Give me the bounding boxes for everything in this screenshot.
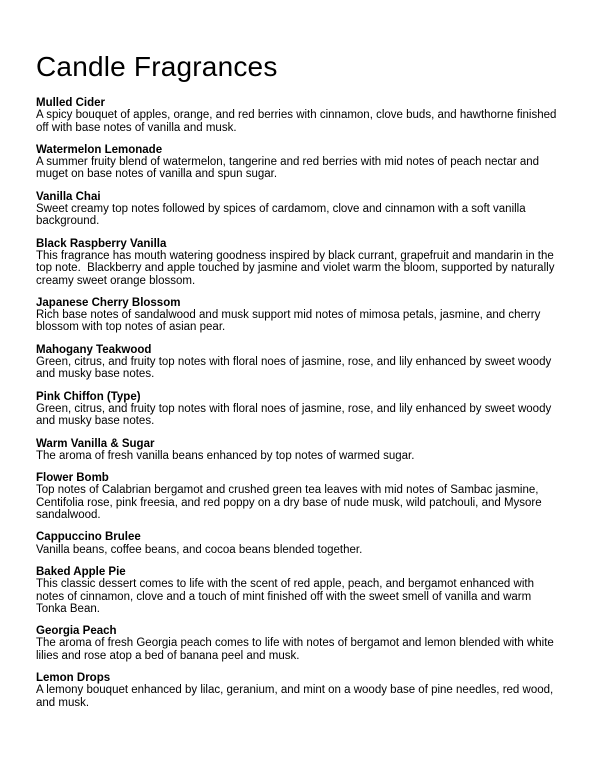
fragrance-description: A summer fruity blend of watermelon, tangerine and red berries with mid notes of peach nectar and muget on base notes of vanilla and spun sugar. bbox=[36, 156, 543, 181]
fragrance-name: Flower Bomb bbox=[36, 472, 109, 485]
fragrance-name: Watermelon Lemonade bbox=[36, 143, 163, 156]
fragrance-description: Rich base notes of sandalwood and musk support mid notes of mimosa petals, jasmine, and cherry blossom with top notes of asian pear. bbox=[36, 309, 544, 334]
fragrance-name: Mahogany Teakwood bbox=[36, 343, 152, 356]
fragrance-section bbox=[36, 238, 560, 287]
fragrance-name: Cappuccino Brulee bbox=[36, 531, 141, 544]
fragrance-list bbox=[36, 97, 560, 709]
fragrance-description: Green, citrus, and fruity top notes with floral noes of jasmine, rose, and lily enhanced by sweet woody and musky base notes. bbox=[36, 402, 555, 428]
fragrance-section bbox=[36, 344, 560, 381]
fragrance-section bbox=[36, 531, 560, 556]
fragrance-description: A lemony bouquet enhanced by lilac, geranium, and mint on a woody base of pine needles, red wood, and musk. bbox=[36, 684, 557, 709]
fragrance-section bbox=[36, 472, 560, 521]
fragrance-name: Baked Apple Pie bbox=[36, 565, 126, 578]
fragrance-description: This fragrance has mouth watering goodness inspired by black currant, grapefruit and mandarin in the top note. Blackberry and apple touched by jasmine and violet warm the bloom, supported by naturally creamy sweet orange blossom. bbox=[36, 249, 558, 287]
fragrance-name: Georgia Peach bbox=[36, 625, 117, 638]
fragrance-section bbox=[36, 297, 560, 334]
fragrance-description: Top notes of Calabrian bergamot and crushed green tea leaves with mid notes of Sambac jasmine, Centifolia rose, pink freesia, and red poppy on a dry base of nude musk, wild patchouli, and Mysore sandalwood. bbox=[36, 484, 545, 522]
fragrance-description: Vanilla beans, coffee beans, and cocoa beans blended together. bbox=[36, 543, 363, 556]
fragrance-section bbox=[36, 191, 560, 228]
fragrance-description: This classic dessert comes to life with the scent of red apple, peach, and bergamot enhanced with notes of cinnamon, clove and a touch of mint finished off with the sweet smell of vanilla and warm Tonka Bean. bbox=[36, 578, 538, 615]
fragrance-section bbox=[36, 97, 560, 134]
fragrance-section bbox=[36, 625, 560, 662]
fragrance-name: Warm Vanilla & Sugar bbox=[36, 437, 155, 450]
fragrance-name: Pink Chiffon (Type) bbox=[36, 390, 141, 403]
page-title: Candle Fragrances bbox=[36, 51, 278, 82]
fragrance-section bbox=[36, 144, 560, 181]
fragrance-description: The aroma of fresh Georgia peach comes to life with notes of bergamot and lemon blended with white lilies and rose atop a bed of banana peel and musk. bbox=[36, 637, 557, 662]
fragrance-description: Sweet creamy top notes followed by spices of cardamom, clove and cinnamon with a soft vanilla background. bbox=[36, 203, 529, 228]
fragrance-section bbox=[36, 566, 560, 615]
fragrance-description: The aroma of fresh vanilla beans enhanced by top notes of warmed sugar. bbox=[36, 449, 415, 462]
fragrance-name: Lemon Drops bbox=[36, 671, 111, 684]
fragrance-description: A spicy bouquet of apples, orange, and red berries with cinnamon, clove buds, and hawthorne finished off with base notes of vanilla and musk. bbox=[36, 109, 560, 134]
fragrance-section bbox=[36, 672, 560, 709]
fragrance-section bbox=[36, 438, 560, 463]
fragrance-name: Mulled Cider bbox=[36, 97, 106, 109]
fragrance-name: Black Raspberry Vanilla bbox=[36, 237, 167, 250]
fragrance-section bbox=[36, 391, 560, 428]
fragrance-name: Japanese Cherry Blossom bbox=[36, 296, 181, 309]
fragrance-description: Green, citrus, and fruity top notes with floral noes of jasmine, rose, and lily enhanced by sweet woody and musky base notes. bbox=[36, 356, 555, 381]
fragrance-name: Vanilla Chai bbox=[36, 190, 101, 203]
